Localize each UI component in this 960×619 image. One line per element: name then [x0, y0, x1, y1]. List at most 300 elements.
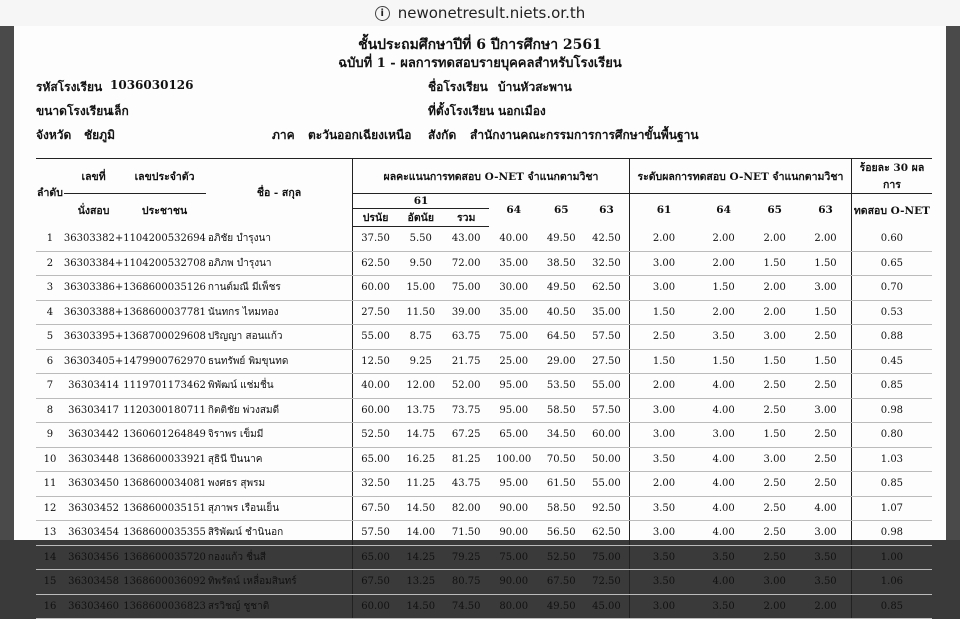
table-row: [36, 447, 932, 472]
table-cell: 4.00: [698, 570, 749, 595]
table-row: [36, 545, 932, 570]
table-cell: 13.75: [398, 398, 443, 423]
table-cell: 43.75: [444, 472, 489, 497]
table-cell: 2.50: [629, 325, 698, 350]
col-level-64: 64: [698, 194, 749, 227]
table-cell: 70.50: [539, 447, 584, 472]
url-text: newonetresult.niets.or.th: [397, 4, 586, 22]
score-table: [36, 158, 932, 619]
table-cell: 40.50: [539, 300, 584, 325]
table-cell: 95.00: [489, 398, 539, 423]
table-cell: 3.00: [749, 325, 800, 350]
table-cell: 3.00: [629, 251, 698, 276]
table-cell: 80.75: [444, 570, 489, 595]
table-cell: 3: [36, 276, 64, 301]
table-cell: 1.06: [851, 570, 932, 595]
table-cell: 6: [36, 349, 64, 374]
region-label: ภาค: [272, 128, 295, 142]
table-cell: 2.50: [800, 374, 851, 399]
page-shadow-right: [946, 26, 960, 540]
student-name: สรวิชญ์ ชูชาติ: [206, 594, 353, 619]
col-63: 63: [584, 194, 629, 227]
table-row: [36, 570, 932, 595]
table-cell: 36303448: [64, 447, 123, 472]
table-cell: 36303417: [64, 398, 123, 423]
table-cell: 1.50: [749, 349, 800, 374]
table-cell: 11.50: [398, 300, 443, 325]
table-cell: 36303442: [64, 423, 123, 448]
table-cell: 1368600033921: [123, 447, 206, 472]
table-cell: 12: [36, 496, 64, 521]
table-cell: 2.00: [698, 227, 749, 252]
table-cell: 1119701173462: [123, 374, 206, 399]
table-cell: 75.00: [489, 325, 539, 350]
table-cell: 36303395+: [64, 325, 123, 350]
table-cell: 1.07: [851, 496, 932, 521]
table-cell: 75.00: [584, 545, 629, 570]
table-cell: 14.25: [398, 545, 443, 570]
table-cell: 1.50: [800, 349, 851, 374]
table-cell: 1368600035151: [123, 496, 206, 521]
student-name: จิราพร เข็มมี: [206, 423, 353, 448]
report-title-grade: ชั้นประถมศึกษาปีที่ 6 ปีการศึกษา 2561: [358, 37, 602, 53]
table-cell: 9.50: [398, 251, 443, 276]
table-cell: 3.50: [698, 545, 749, 570]
col-levels-group: ระดับผลการทดสอบ O-NET จำแนกตามวิชา: [629, 159, 851, 194]
col-61-subjective: อัตนัย: [398, 209, 443, 227]
table-cell: 56.50: [539, 521, 584, 546]
table-cell: 36303382+: [64, 227, 123, 252]
table-cell: 11.25: [398, 472, 443, 497]
table-cell: 75.00: [444, 276, 489, 301]
table-cell: 36303450: [64, 472, 123, 497]
table-cell: 36303405+: [64, 349, 123, 374]
table-cell: 67.25: [444, 423, 489, 448]
table-cell: 2.50: [749, 398, 800, 423]
col-61-group: 61: [353, 194, 489, 209]
table-cell: 30.00: [489, 276, 539, 301]
col-order: ลำดับ: [36, 159, 64, 227]
table-cell: 39.00: [444, 300, 489, 325]
table-cell: 53.50: [539, 374, 584, 399]
school-location: นอกเมือง: [498, 104, 546, 118]
table-cell: 75.00: [489, 545, 539, 570]
table-cell: 1368600034081: [123, 472, 206, 497]
table-cell: 1.00: [851, 545, 932, 570]
table-cell: 65.00: [353, 545, 398, 570]
table-cell: 3.50: [629, 570, 698, 595]
table-cell: 1.50: [629, 349, 698, 374]
table-cell: 1.50: [749, 251, 800, 276]
student-name: สิริพัฒน์ ชำนินอก: [206, 521, 353, 546]
table-cell: 35.00: [489, 251, 539, 276]
table-cell: 3.00: [749, 447, 800, 472]
table-cell: 65.00: [353, 447, 398, 472]
table-cell: 4.00: [800, 496, 851, 521]
col-id-bottom: ประชาชน: [123, 194, 206, 227]
col-seat-top: เลขที่: [64, 159, 123, 194]
table-cell: 40.00: [489, 227, 539, 252]
table-cell: 16: [36, 594, 64, 619]
table-cell: 4: [36, 300, 64, 325]
table-cell: 25.00: [489, 349, 539, 374]
student-name: ทิพรัตน์ เหลื่อมสินทร์: [206, 570, 353, 595]
table-cell: 1368600037781: [123, 300, 206, 325]
table-cell: 14.50: [398, 594, 443, 619]
col-name: ชื่อ - สกุล: [206, 159, 353, 227]
province: ชัยภูมิ: [84, 128, 115, 142]
table-cell: 1368700029608: [123, 325, 206, 350]
table-cell: 2: [36, 251, 64, 276]
table-cell: 34.50: [539, 423, 584, 448]
table-cell: 2.00: [698, 300, 749, 325]
table-row: [36, 349, 932, 374]
table-cell: 14.50: [398, 496, 443, 521]
table-cell: 2.00: [800, 594, 851, 619]
table-cell: 37.50: [353, 227, 398, 252]
table-cell: 2.00: [749, 300, 800, 325]
table-cell: 3.00: [629, 398, 698, 423]
table-cell: 35.00: [584, 300, 629, 325]
table-cell: 4.00: [698, 472, 749, 497]
table-cell: 60.00: [353, 276, 398, 301]
table-cell: 0.85: [851, 374, 932, 399]
table-cell: 55.00: [584, 374, 629, 399]
table-cell: 14: [36, 545, 64, 570]
col-level-63: 63: [800, 194, 851, 227]
student-name: ปริญญา สอนแก้ว: [206, 325, 353, 350]
table-cell: 0.98: [851, 398, 932, 423]
table-cell: 16.25: [398, 447, 443, 472]
table-cell: 79.25: [444, 545, 489, 570]
table-cell: 50.00: [584, 447, 629, 472]
table-cell: 3.50: [629, 496, 698, 521]
table-cell: 1.03: [851, 447, 932, 472]
table-cell: 13.25: [398, 570, 443, 595]
table-cell: 60.00: [353, 594, 398, 619]
region: ตะวันออกเฉียงเหนือ: [308, 128, 412, 142]
school-name: บ้านหัวสะพาน: [498, 80, 572, 94]
table-cell: 65.00: [489, 423, 539, 448]
table-row: [36, 300, 932, 325]
table-cell: 36303452: [64, 496, 123, 521]
table-cell: 36303384+: [64, 251, 123, 276]
school-name-label: ชื่อโรงเรียน: [428, 80, 488, 94]
table-cell: 4.00: [698, 374, 749, 399]
table-cell: 4.00: [698, 398, 749, 423]
table-cell: 52.00: [444, 374, 489, 399]
report-title-edition: ฉบับที่ 1 - ผลการทดสอบรายบุคคลสำหรับโรงเรียน: [338, 56, 622, 71]
table-cell: 1.50: [629, 300, 698, 325]
col-level-61: 61: [629, 194, 698, 227]
table-cell: 36303456: [64, 545, 123, 570]
table-cell: 1.50: [698, 349, 749, 374]
student-name: กองแก้ว ชื่นสี: [206, 545, 353, 570]
student-name: พงศธร สุพรม: [206, 472, 353, 497]
table-cell: 0.70: [851, 276, 932, 301]
table-cell: 67.50: [353, 570, 398, 595]
table-cell: 8: [36, 398, 64, 423]
table-cell: 2.50: [749, 374, 800, 399]
table-cell: 13: [36, 521, 64, 546]
table-cell: 62.50: [584, 521, 629, 546]
table-row: [36, 472, 932, 497]
table-cell: 2.00: [800, 227, 851, 252]
table-cell: 0.53: [851, 300, 932, 325]
student-name: ธนทรัพย์ พิมขุนทด: [206, 349, 353, 374]
table-cell: 27.50: [353, 300, 398, 325]
student-name: พิพัฒน์ แช่มชื่น: [206, 374, 353, 399]
table-cell: 2.00: [629, 227, 698, 252]
table-cell: 1: [36, 227, 64, 252]
table-cell: 2.00: [629, 472, 698, 497]
student-name: อภิชัย บำรุงนา: [206, 227, 353, 252]
table-cell: 3.00: [800, 276, 851, 301]
table-cell: 8.75: [398, 325, 443, 350]
table-cell: 10: [36, 447, 64, 472]
table-cell: 2.50: [800, 472, 851, 497]
table-cell: 1368600035720: [123, 545, 206, 570]
school-size: เล็ก: [110, 104, 129, 118]
table-cell: 0.80: [851, 423, 932, 448]
table-cell: 1368600036092: [123, 570, 206, 595]
col-pct-bottom: ทดสอบ O-NET: [851, 194, 932, 227]
table-cell: 12.50: [353, 349, 398, 374]
table-cell: 36303386+: [64, 276, 123, 301]
col-61-objective: ปรนัย: [353, 209, 398, 227]
table-cell: 64.50: [539, 325, 584, 350]
table-cell: 1104200532694: [123, 227, 206, 252]
table-cell: 3.50: [629, 447, 698, 472]
table-row: [36, 276, 932, 301]
table-cell: 3.50: [698, 594, 749, 619]
col-scores-group: ผลคะแนนการทดสอบ O-NET จำแนกตามวิชา: [353, 159, 630, 194]
student-name: สุธินี ปีนนาค: [206, 447, 353, 472]
table-cell: 60.00: [584, 423, 629, 448]
table-cell: 2.50: [749, 496, 800, 521]
table-cell: 36303414: [64, 374, 123, 399]
col-61-total: รวม: [444, 209, 489, 227]
table-cell: 3.50: [800, 570, 851, 595]
table-cell: 42.50: [584, 227, 629, 252]
table-cell: 2.50: [800, 423, 851, 448]
table-row: [36, 521, 932, 546]
table-cell: 11: [36, 472, 64, 497]
table-cell: 3.00: [698, 423, 749, 448]
table-cell: 2.00: [749, 594, 800, 619]
table-cell: 1368600035355: [123, 521, 206, 546]
table-cell: 57.50: [353, 521, 398, 546]
table-cell: 92.50: [584, 496, 629, 521]
table-cell: 2.50: [749, 472, 800, 497]
table-cell: 2.00: [629, 374, 698, 399]
table-cell: 90.00: [489, 570, 539, 595]
student-name: กานต์มณี มีเพ็ชร: [206, 276, 353, 301]
table-cell: 3.00: [629, 276, 698, 301]
table-cell: 9.25: [398, 349, 443, 374]
table-cell: 1479900762970: [123, 349, 206, 374]
table-cell: 5.50: [398, 227, 443, 252]
table-cell: 1.50: [800, 251, 851, 276]
table-cell: 73.75: [444, 398, 489, 423]
table-cell: 74.50: [444, 594, 489, 619]
info-icon[interactable]: i: [375, 6, 390, 21]
table-cell: 29.00: [539, 349, 584, 374]
affiliation: สำนักงานคณะกรรมการการศึกษาขั้นพื้นฐาน: [470, 128, 699, 142]
table-cell: 3.00: [749, 570, 800, 595]
school-code-label: รหัสโรงเรียน: [36, 80, 103, 94]
col-65: 65: [539, 194, 584, 227]
table-cell: 62.50: [584, 276, 629, 301]
table-cell: 43.00: [444, 227, 489, 252]
table-cell: 3.00: [629, 521, 698, 546]
table-cell: 100.00: [489, 447, 539, 472]
col-id-top: เลขประจำตัว: [123, 159, 206, 194]
student-name: นันทกร ไหมทอง: [206, 300, 353, 325]
table-cell: 1.50: [749, 423, 800, 448]
col-level-65: 65: [749, 194, 800, 227]
table-cell: 36303460: [64, 594, 123, 619]
table-cell: 1360601264849: [123, 423, 206, 448]
table-cell: 36303388+: [64, 300, 123, 325]
table-cell: 14.75: [398, 423, 443, 448]
student-name: สุภาพร เรือนเย็น: [206, 496, 353, 521]
table-cell: 38.50: [539, 251, 584, 276]
table-cell: 0.65: [851, 251, 932, 276]
table-cell: 2.00: [749, 227, 800, 252]
table-cell: 3.50: [800, 545, 851, 570]
table-cell: 67.50: [539, 570, 584, 595]
table-cell: 4.00: [698, 447, 749, 472]
province-label: จังหวัด: [36, 128, 72, 142]
table-cell: 52.50: [539, 545, 584, 570]
table-cell: 2.50: [749, 545, 800, 570]
table-row: [36, 227, 932, 252]
table-cell: 3.50: [698, 325, 749, 350]
table-cell: 2.50: [800, 325, 851, 350]
table-cell: 0.98: [851, 521, 932, 546]
col-seat-bottom: นั่งสอบ: [64, 194, 123, 227]
table-cell: 40.00: [353, 374, 398, 399]
table-cell: 72.50: [584, 570, 629, 595]
table-row: [36, 251, 932, 276]
table-cell: 45.00: [584, 594, 629, 619]
table-row: [36, 496, 932, 521]
table-row: [36, 594, 932, 619]
table-cell: 36303454: [64, 521, 123, 546]
table-cell: 61.50: [539, 472, 584, 497]
table-cell: 4.00: [698, 496, 749, 521]
table-cell: 0.88: [851, 325, 932, 350]
table-cell: 3.00: [800, 521, 851, 546]
table-cell: 49.50: [539, 276, 584, 301]
table-cell: 15: [36, 570, 64, 595]
table-cell: 63.75: [444, 325, 489, 350]
table-cell: 1368600036823: [123, 594, 206, 619]
table-cell: 3.00: [629, 594, 698, 619]
table-cell: 90.00: [489, 521, 539, 546]
table-cell: 0.45: [851, 349, 932, 374]
table-cell: 90.00: [489, 496, 539, 521]
table-cell: 1368600035126: [123, 276, 206, 301]
table-cell: 1120300180711: [123, 398, 206, 423]
table-cell: 0.85: [851, 594, 932, 619]
table-cell: 62.50: [353, 251, 398, 276]
table-cell: 55.00: [353, 325, 398, 350]
table-cell: 57.50: [584, 325, 629, 350]
table-cell: 2.50: [749, 521, 800, 546]
table-cell: 80.00: [489, 594, 539, 619]
affiliation-label: สังกัด: [428, 128, 457, 142]
address-bar[interactable]: [0, 0, 960, 27]
table-cell: 0.85: [851, 472, 932, 497]
table-cell: 67.50: [353, 496, 398, 521]
table-cell: 2.00: [749, 276, 800, 301]
table-row: [36, 423, 932, 448]
table-cell: 3.50: [629, 545, 698, 570]
table-row: [36, 374, 932, 399]
table-cell: 9: [36, 423, 64, 448]
table-cell: 32.50: [584, 251, 629, 276]
table-cell: 49.50: [539, 594, 584, 619]
table-cell: 72.00: [444, 251, 489, 276]
student-name: กิตติชัย พ่วงสมดี: [206, 398, 353, 423]
table-cell: 2.50: [800, 447, 851, 472]
table-cell: 82.00: [444, 496, 489, 521]
table-cell: 3.00: [800, 398, 851, 423]
table-cell: 2.00: [698, 251, 749, 276]
school-location-label: ที่ตั้งโรงเรียน: [428, 104, 495, 118]
table-cell: 15.00: [398, 276, 443, 301]
table-cell: 57.50: [584, 398, 629, 423]
table-row: [36, 325, 932, 350]
table-cell: 1.50: [800, 300, 851, 325]
table-cell: 21.75: [444, 349, 489, 374]
table-cell: 58.50: [539, 398, 584, 423]
table-cell: 55.00: [584, 472, 629, 497]
table-cell: 71.50: [444, 521, 489, 546]
table-cell: 12.00: [398, 374, 443, 399]
table-cell: 5: [36, 325, 64, 350]
table-cell: 95.00: [489, 374, 539, 399]
table-cell: 0.60: [851, 227, 932, 252]
table-cell: 49.50: [539, 227, 584, 252]
page-shadow-left: [0, 26, 14, 540]
table-cell: 3.00: [629, 423, 698, 448]
table-cell: 27.50: [584, 349, 629, 374]
table-cell: 32.50: [353, 472, 398, 497]
table-cell: 81.25: [444, 447, 489, 472]
table-cell: 1104200532708: [123, 251, 206, 276]
col-64: 64: [489, 194, 539, 227]
table-cell: 52.50: [353, 423, 398, 448]
table-cell: 35.00: [489, 300, 539, 325]
school-size-label: ขนาดโรงเรียน: [36, 104, 112, 118]
table-cell: 95.00: [489, 472, 539, 497]
table-cell: 1.50: [698, 276, 749, 301]
table-cell: 7: [36, 374, 64, 399]
table-cell: 58.50: [539, 496, 584, 521]
table-cell: 4.00: [698, 521, 749, 546]
student-name: อภิภพ บำรุงนา: [206, 251, 353, 276]
school-code: 1036030126: [110, 78, 194, 92]
table-cell: 60.00: [353, 398, 398, 423]
col-pct-top: ร้อยละ 30 ผลการ: [851, 159, 932, 194]
table-cell: 36303458: [64, 570, 123, 595]
table-cell: 14.00: [398, 521, 443, 546]
table-row: [36, 398, 932, 423]
report-page: [14, 26, 946, 612]
